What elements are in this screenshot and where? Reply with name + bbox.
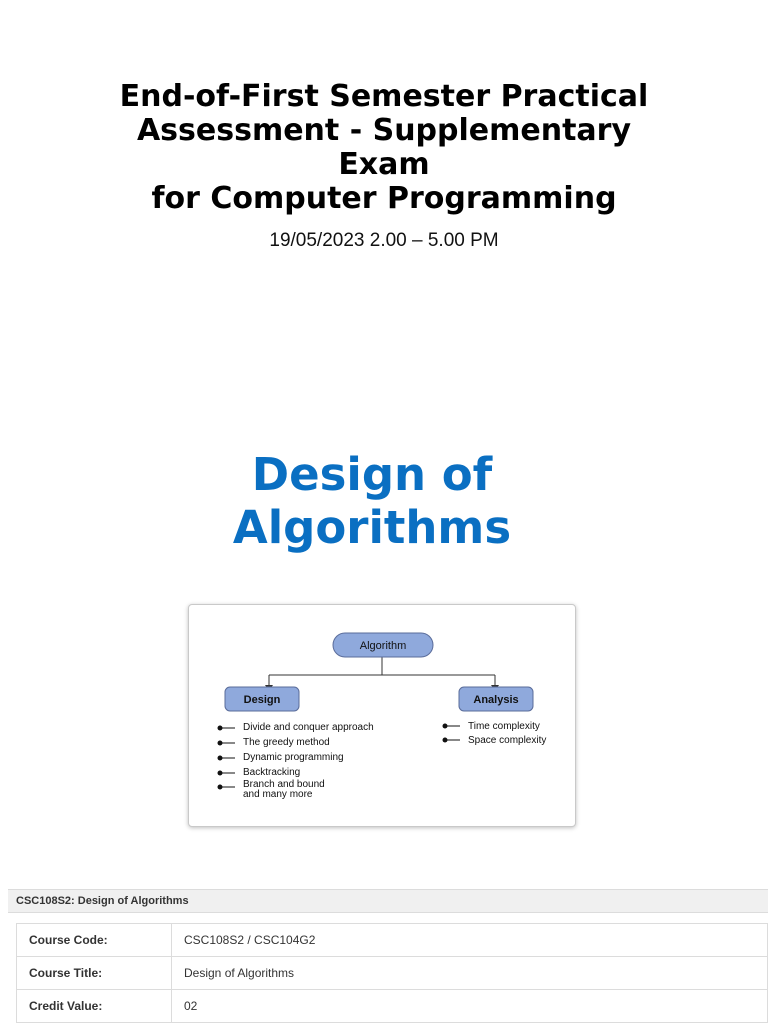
bullet-dot [218, 771, 223, 776]
design-item: Divide and conquer approach [243, 722, 374, 733]
design-bullet-list [218, 722, 374, 800]
root-node-label: Algorithm [359, 640, 407, 652]
table-row [17, 990, 768, 1023]
heading-line-1: Design of [251, 448, 493, 501]
table-value: CSC108S2 / CSC104G2 [172, 924, 768, 957]
diagram-connectors [269, 657, 495, 685]
course-info-section [8, 889, 768, 1024]
document-title [0, 80, 768, 216]
design-item: Backtracking [243, 767, 301, 778]
table-value: 02 [172, 990, 768, 1023]
exam-date: 19/05/2023 2.00 – 5.00 PM [269, 230, 499, 251]
table-row [17, 924, 768, 957]
course-info-table [16, 923, 768, 1023]
design-item: The greedy method [243, 737, 330, 748]
design-item: Branch and bound [243, 779, 325, 790]
section-heading [0, 448, 744, 554]
table-key: Course Title: [17, 957, 172, 990]
algorithm-diagram-svg [189, 605, 575, 826]
bullet-dot [443, 738, 448, 743]
table-key: Credit Value: [17, 990, 172, 1023]
design-node-label: Design [243, 694, 281, 706]
analysis-bullet-list [443, 721, 547, 746]
title-line-4: for Computer Programming [151, 181, 617, 216]
table-key: Course Code: [17, 924, 172, 957]
analysis-node-label: Analysis [473, 694, 519, 706]
bullet-dot [443, 724, 448, 729]
bullet-dot [218, 756, 223, 761]
bullet-dot [218, 741, 223, 746]
course-info-header: CSC108S2: Design of Algorithms [8, 889, 768, 913]
title-line-1: End-of-First Semester Practical [119, 79, 649, 114]
bullet-dot [218, 785, 223, 790]
analysis-item: Time complexity [468, 721, 540, 732]
title-line-3: Exam [338, 147, 430, 182]
table-row [17, 957, 768, 990]
heading-line-2: Algorithms [232, 501, 512, 554]
design-item: Dynamic programming [243, 752, 344, 763]
algorithm-diagram [188, 604, 576, 827]
bullet-dot [218, 726, 223, 731]
table-value: Design of Algorithms [172, 957, 768, 990]
analysis-item: Space complexity [468, 735, 547, 746]
design-item-continued: and many more [243, 789, 313, 800]
title-line-2: Assessment - Supplementary [136, 113, 632, 148]
